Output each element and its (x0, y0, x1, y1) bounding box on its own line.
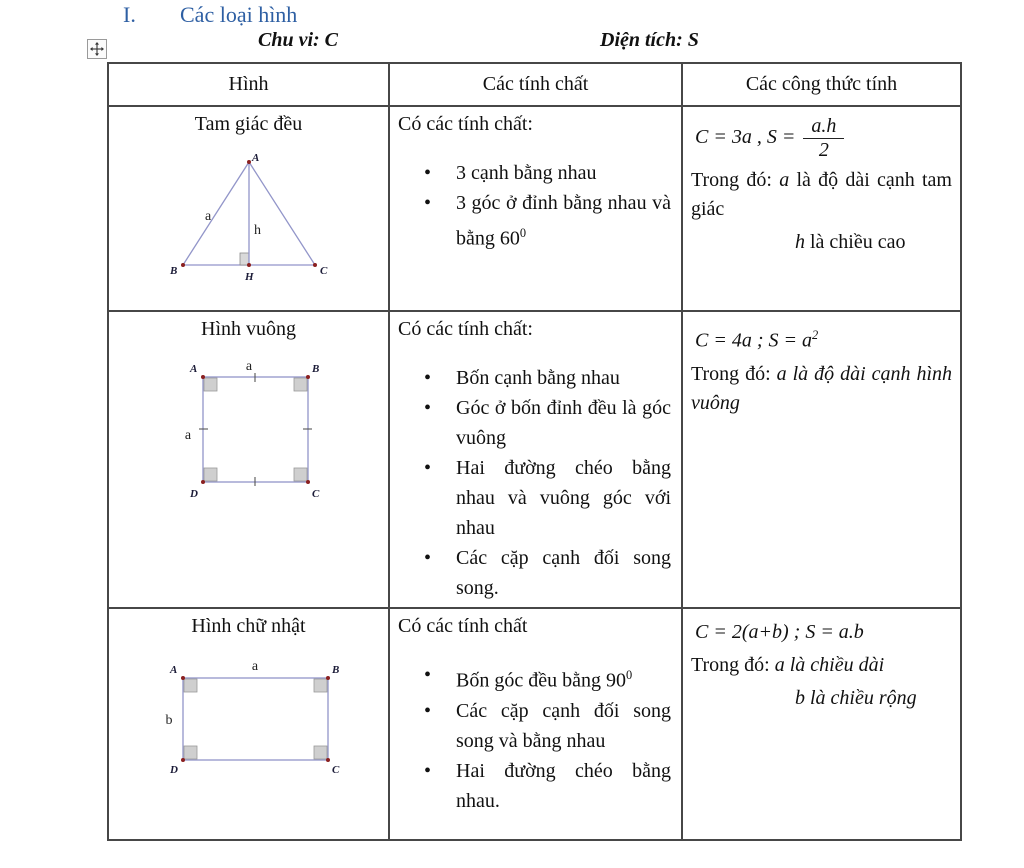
table-header-row (108, 63, 961, 106)
cell-rectangle-shape[interactable] (108, 608, 389, 840)
cell-rectangle-formulas[interactable] (682, 608, 961, 840)
bullet-icon: • (424, 547, 432, 569)
property-bullet: • Các cặp cạnh đối song song. (398, 543, 673, 603)
section-heading (123, 2, 297, 28)
top-side-label: a (251, 659, 258, 674)
vertex-label-c: C (331, 764, 339, 776)
rectangle-diagram (153, 656, 345, 776)
formula-rectangle: C = 2(a+b) ; S = a.b (695, 621, 864, 643)
vertex-label-b: B (311, 363, 319, 375)
properties-title: Có các tính chất: (398, 318, 533, 340)
header-formulas[interactable]: Các công thức tính (682, 63, 961, 106)
shapes-table (107, 62, 962, 841)
bullet-icon: • (424, 457, 432, 479)
property-bullet: • 3 cạnh bằng nhau (398, 158, 673, 188)
formula-note: Trong đó: a là độ dài cạnh tam giác (691, 169, 952, 220)
square-diagram (173, 355, 325, 505)
vertex-label-b: B (169, 265, 177, 277)
vertex-label-h: H (244, 271, 254, 283)
right-angle-markers (184, 679, 327, 759)
section-number: I. (123, 2, 136, 27)
bullet-icon: • (424, 699, 432, 722)
property-bullet: • Hai đường chéo bằng nhau và vuông góc với nhau (398, 453, 673, 543)
property-bullet: • Bốn cạnh bằng nhau (398, 363, 673, 393)
vertex-label-b: B (331, 664, 339, 676)
vertex-label-c: C (319, 265, 327, 277)
section-title: Các loại hình (180, 2, 298, 27)
side-label: a (204, 209, 211, 224)
property-bullet: • 3 góc ở đỉnh bằng nhau và bằng $60^0$ (398, 188, 673, 254)
move-arrows-icon (90, 42, 104, 56)
shape-name: Hình vuông (201, 318, 296, 340)
bullet-icon: • (424, 759, 432, 782)
property-bullet: • Góc ở bốn đỉnh đều là góc vuông (398, 393, 673, 453)
cell-rectangle-properties[interactable] (389, 608, 682, 840)
perimeter-label: Chu vi: C (258, 29, 339, 51)
properties-title: Có các tính chất: (398, 113, 533, 135)
table-move-handle-icon[interactable] (87, 39, 107, 59)
formula-square: C = 4a ; $S = a^2$ (695, 328, 819, 352)
vertex-label-a: A (251, 152, 259, 164)
top-side-label: a (245, 359, 252, 374)
bullet-icon: • (424, 367, 432, 389)
cell-triangle-formulas[interactable] (682, 106, 961, 311)
vertex-label-d: D (169, 764, 178, 776)
cell-square-formulas[interactable] (682, 311, 961, 608)
bullet-icon: • (424, 192, 432, 214)
vertex-label-c: C (311, 488, 319, 500)
formula-note: Trong đó: a là độ dài cạnh hình vuông (691, 362, 953, 414)
fraction: $\frac{a.h}{2}$ (803, 115, 844, 162)
vertex-label-a: A (169, 664, 177, 676)
formula-triangle: C = 3a , S = $\frac{a.h}{2}$ (695, 115, 952, 162)
formula-note: Trong đó: a là chiều dài (691, 654, 885, 676)
area-label: Diện tích: S (600, 29, 699, 51)
property-bullet: • Hai đường chéo bằng nhau. (398, 756, 673, 816)
bullet-icon: • (424, 162, 432, 184)
cell-square-shape[interactable] (108, 311, 389, 608)
equilateral-triangle-diagram (163, 152, 335, 284)
cell-triangle-shape[interactable] (108, 106, 389, 311)
formula-note-line2: h là chiều cao (795, 231, 906, 253)
table-row (108, 311, 961, 608)
vertex-label-d: D (189, 488, 198, 500)
cell-square-properties[interactable] (389, 311, 682, 608)
shape-name: Hình chữ nhật (191, 615, 306, 637)
properties-title: Có các tính chất (398, 615, 528, 637)
right-angle-markers (204, 378, 307, 481)
property-bullet: • Các cặp cạnh đối song song và bằng nhau (398, 696, 673, 756)
table-row (108, 608, 961, 840)
property-bullet: • Bốn góc đều bằng $90^0$ (398, 660, 673, 696)
right-angle-marker (240, 253, 249, 265)
left-side-label: a (184, 428, 191, 443)
shape-name: Tam giác đều (194, 113, 303, 135)
bullet-icon: • (424, 397, 432, 419)
height-label: h (253, 223, 261, 238)
formula-note-line2: b là chiều rộng (795, 687, 917, 709)
header-properties[interactable]: Các tính chất (389, 63, 682, 106)
header-shape[interactable]: Hình (108, 63, 389, 106)
cell-triangle-properties[interactable] (389, 106, 682, 311)
left-side-label: b (165, 713, 172, 728)
bullet-icon: • (424, 664, 432, 686)
vertex-label-a: A (189, 363, 197, 375)
table-row (108, 106, 961, 311)
